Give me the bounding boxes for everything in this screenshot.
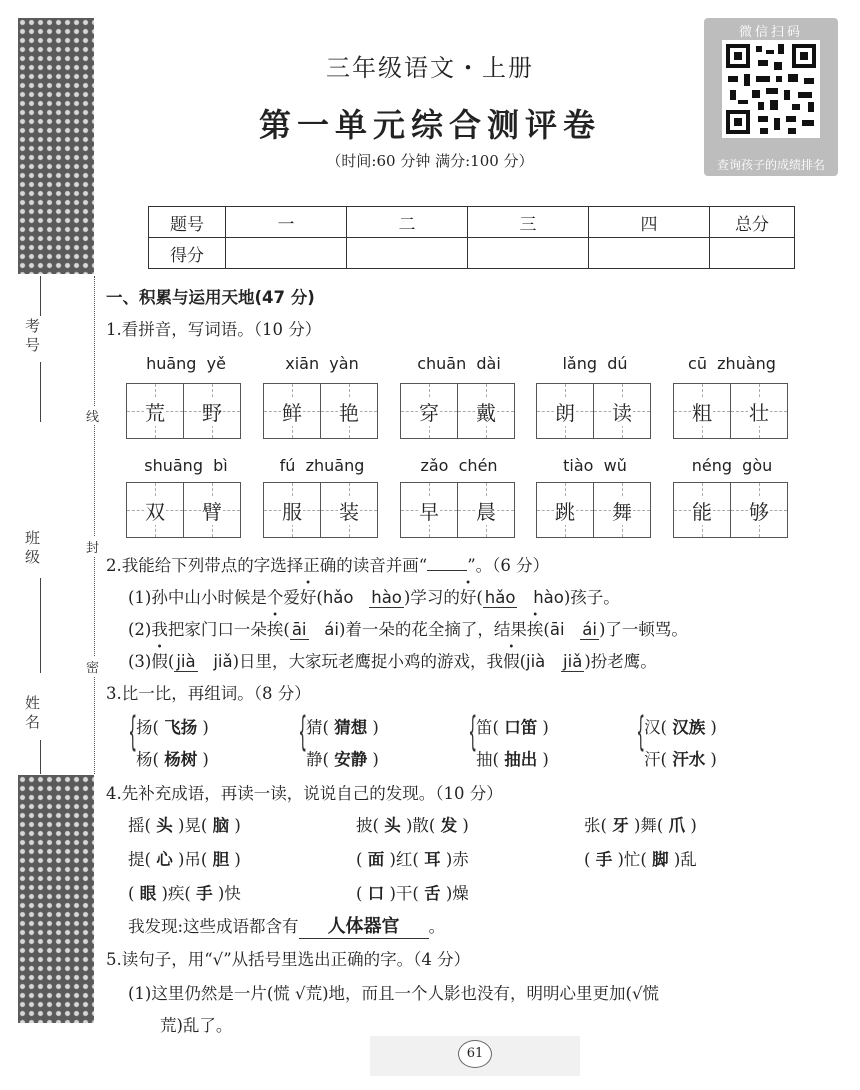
qr-panel[interactable] [704,18,838,176]
pinyin-group: lǎng dú [562,354,628,373]
brace-icon: { [468,709,478,755]
char-box-pair[interactable]: 双 臂 [127,482,241,538]
selected-reading: hào [371,588,402,607]
q5-sentence-1-cont: 荒)乱了。 [160,1016,233,1035]
brace-icon: { [636,709,646,755]
pinyin-group: chuān dài [417,354,501,373]
char-box-pair[interactable]: 早 晨 [401,482,515,538]
selected-reading: hǎo [484,588,516,607]
page-title: 第一单元综合测评卷 [258,106,601,144]
brace-icon: { [128,709,138,755]
score-cell[interactable] [226,238,347,269]
score-header-cell: 二 [347,207,468,238]
exam-no-label: 考号 [23,318,41,356]
score-row [149,238,795,269]
q2-prompt: 2.我能给下列带点的字选择正确的读音并画“ ”。（6 分） [106,556,550,575]
idiom: ( 面 )红( 耳 )赤 [356,850,469,869]
q2-sentence-1: (1)孙中山小时候是个爱好(hǎo hào )学习的好( hǎo hào)孩子。 [128,588,620,607]
char-box-pair[interactable]: 穿 戴 [401,383,515,439]
class-label: 班级 [23,530,41,568]
page-number: 61 [458,1040,492,1068]
qr-code-icon[interactable] [722,40,820,138]
q3-pair-3-top: 笛( 口笛 ) [476,718,549,737]
score-row-label: 得分 [149,238,226,269]
brace-icon: { [298,709,308,755]
pinyin-group: huāng yě [146,354,226,373]
pinyin-group: fú zhuāng [279,456,365,475]
selected-reading: ái [582,620,597,639]
q3-pair-1-bottom: 杨( 杨树 ) [136,750,209,769]
selected-reading: jiǎ [563,652,583,671]
q2-sentence-3: (3)假( jià jiǎ)日里，大家玩老鹰捉小鸡的游戏，我假(jià jiǎ )扮老鹰。 [128,652,657,671]
q4-discovery: 我发现:这些成语都含有 人体器官 。 [128,912,445,939]
idiom: 摇( 头 )晃( 脑 ) [128,816,241,835]
selected-reading: jià [176,652,196,671]
q3-pair-3-bottom: 抽( 抽出 ) [476,750,549,769]
char-box-pair[interactable]: 鲜 艳 [264,383,378,439]
q5-sentence-1: (1)这里仍然是一片(慌 √荒)地，而且一个人影也没有，明明心里更加(√慌 [128,984,659,1003]
score-cell[interactable] [589,238,710,269]
pinyin-row-1 [0,354,860,376]
pinyin-group: tiào wǔ [563,456,627,475]
seal-char-line: 线 [86,406,99,425]
char-box-pair[interactable]: 荒 野 [127,383,241,439]
pinyin-group: xiān yàn [285,354,359,373]
qr-top-label: 微信扫码 [738,25,803,40]
pinyin-row-2 [0,456,860,478]
subtitle: 三年级语文・上册 [326,54,534,82]
char-box-pair[interactable]: 能 够 [674,482,788,538]
q1-prompt: 1.看拼音，写词语。（10 分） [106,320,322,339]
pinyin-group: cū zhuàng [688,354,776,373]
char-box-pair[interactable]: 朗 读 [537,383,651,439]
pinyin-group: shuāng bì [144,456,228,475]
score-cell[interactable] [710,238,795,269]
idiom: ( 手 )忙( 脚 )乱 [584,850,697,869]
score-header-cell: 题号 [149,207,226,238]
q5-prompt: 5.读句子，用“√”从括号里选出正确的字。（4 分） [106,950,471,969]
idiom: ( 口 )干( 舌 )燥 [356,884,469,903]
q3-prompt: 3.比一比，再组词。（8 分） [106,684,311,703]
score-header-cell: 总分 [710,207,795,238]
q3-pair-1-top: 扬( 飞扬 ) [136,718,209,737]
idiom: 提( 心 )吊( 胆 ) [128,850,241,869]
score-header-row [149,207,795,238]
class-line [40,578,41,673]
selected-reading: āi [291,620,307,639]
score-header-cell: 四 [589,207,710,238]
score-header-cell: 三 [468,207,589,238]
exam-info: （时间:60 分钟 满分:100 分） [326,152,534,170]
seal-char-secret: 密 [86,657,99,676]
section-title: 一、积累与运用天地(47 分) [106,288,315,307]
char-box-pair[interactable]: 服 装 [264,482,378,538]
score-header-cell: 一 [226,207,347,238]
score-cell[interactable] [347,238,468,269]
q3-pair-4-top: 汉( 汉族 ) [644,718,717,737]
idiom: 披( 头 )散( 发 ) [356,816,469,835]
qr-bottom-label: 查询孩子的成绩排名 [716,158,825,172]
char-box-pair[interactable]: 粗 壮 [674,383,788,439]
q3-pair-4-bottom: 汗( 汗水 ) [644,750,717,769]
char-box-pair[interactable]: 跳 舞 [537,482,651,538]
name-label: 姓名 [23,695,41,733]
score-cell[interactable] [468,238,589,269]
discovery-answer: 人体器官 [299,912,429,939]
pinyin-group: néng gòu [691,456,773,475]
binding-dotted-line [94,276,95,774]
name-line [40,740,41,774]
q3-pair-2-top: 猜( 猜想 ) [306,718,379,737]
score-table [148,206,795,269]
idiom: 张( 牙 )舞( 爪 ) [584,816,697,835]
binding-pattern-bottom [18,775,94,1023]
seal-char-seal: 封 [86,537,99,556]
exam-no-line [40,276,41,316]
idiom: ( 眼 )疾( 手 )快 [128,884,241,903]
pinyin-group: zǎo chén [420,456,498,475]
q2-sentence-2: (2)我把家门口一朵挨( āi ái)着一朵的花全摘了，结果挨(āi ái )了一顿骂。 [128,620,688,639]
q4-prompt: 4.先补充成语，再读一读，说说自己的发现。（10 分） [106,784,503,803]
q3-pair-2-bottom: 静( 安静 ) [306,750,379,769]
